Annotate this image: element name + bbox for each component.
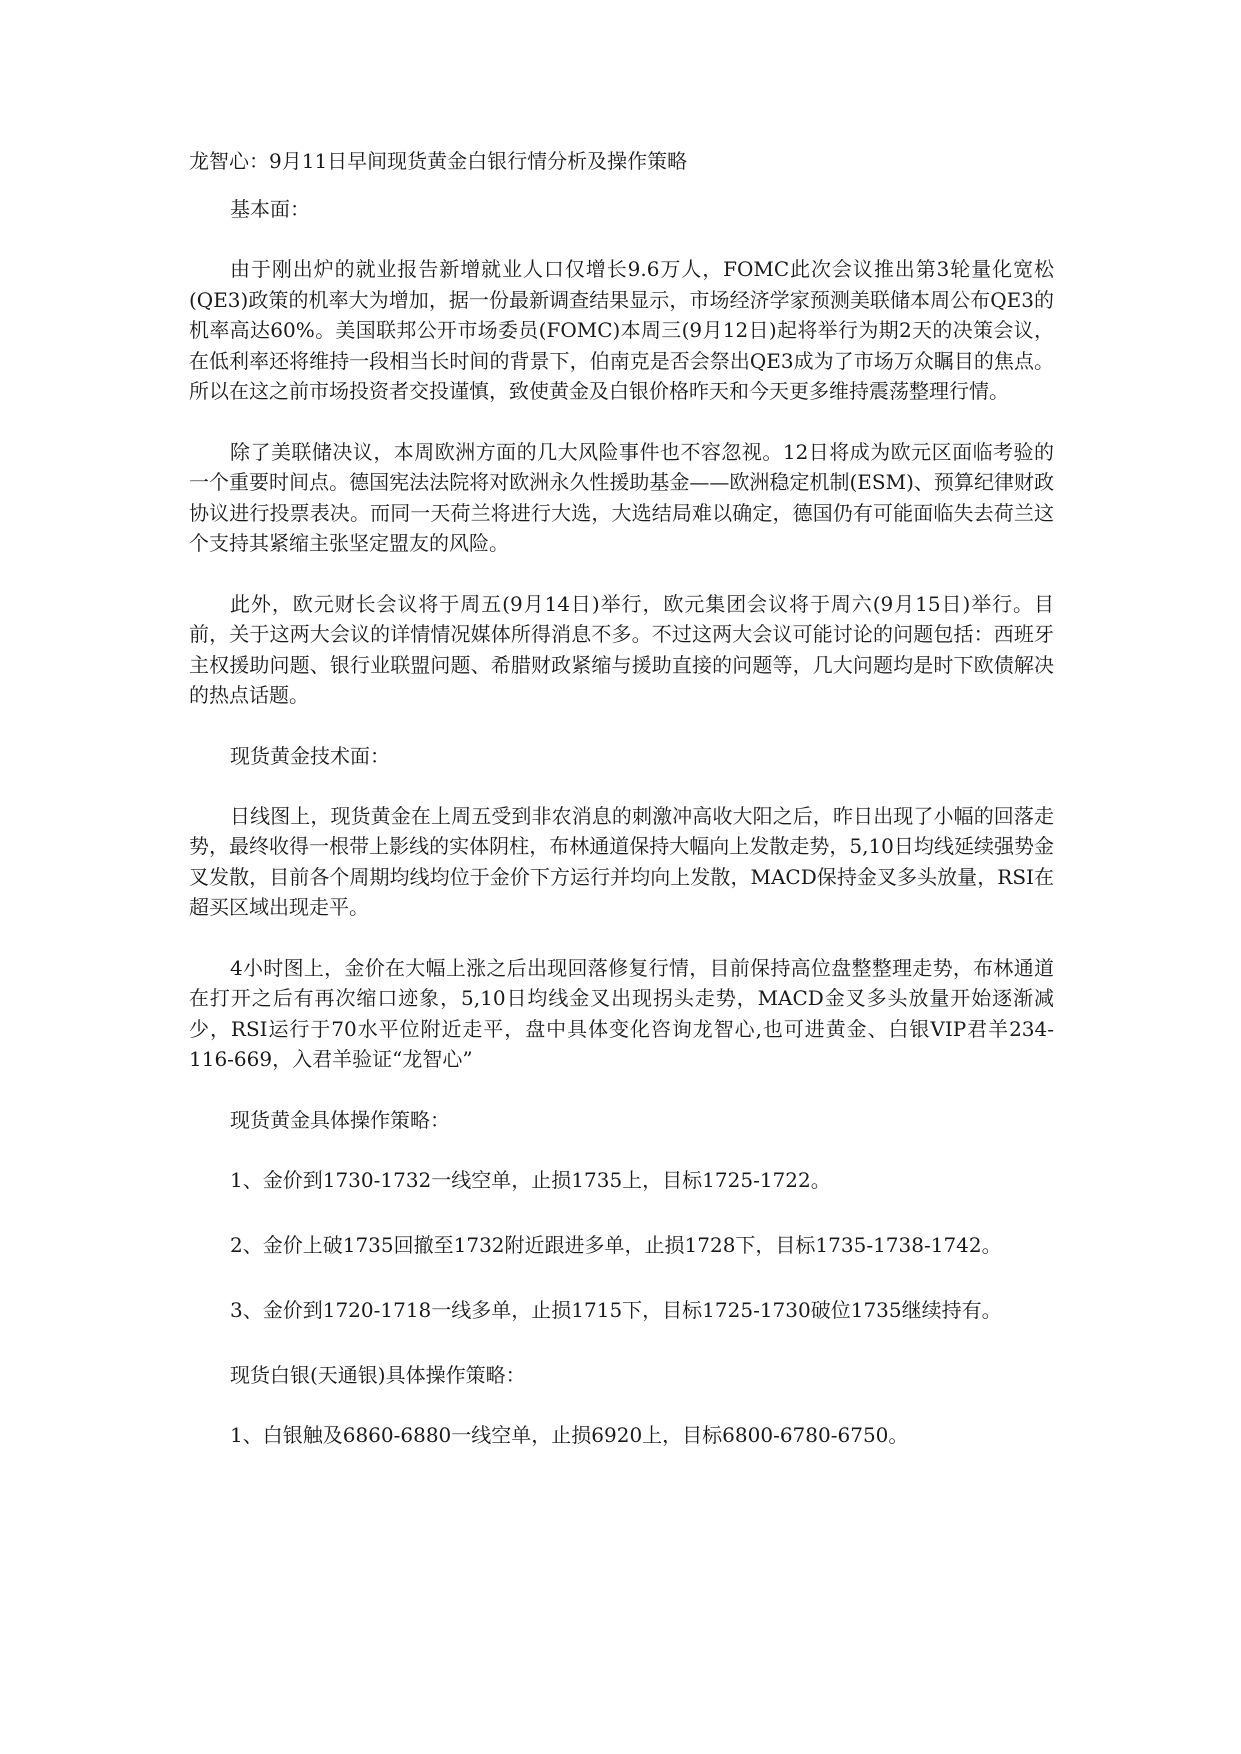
silver-strategy-item: 1、白银触及6860-6880一线空单，止损6920上，目标6800-6780-6750。 (230, 1422, 909, 1447)
gold-strategy-item: 2、金价上破1735回撤至1732附近跟进多单，止损1728下，目标1735-1738-1742。 (230, 1232, 1002, 1257)
fundamentals-paragraph-2: 除了美联储决议，本周欧洲方面的几大风险事件也不容忽视。12日将成为欧元区面临考验的一个重要时间点。德国宪法法院将对欧洲永久性援助基金——欧洲稳定机制(ESM)、预算纪律财政协议进行投票表决。而同一天荷兰将进行大选，大选结局难以确定，德国仍有可能面临失去荷兰这个支持其紧缩主张坚定盟友的风险。 (189, 439, 1054, 555)
fundamentals-heading: 基本面： (230, 197, 310, 221)
silver-strategy-heading: 现货白银(天通银)具体操作策略： (230, 1362, 526, 1387)
gold-technical-paragraph-1: 日线图上，现货黄金在上周五受到非农消息的刺激冲高收大阳之后，昨日出现了小幅的回落走势，最终收得一根带上影线的实体阴柱，布林通道保持大幅向上发散走势，5,10日均线延续强势金叉发散，目前各个周期均线均位于金价下方运行并均向上发散，MACD保持金叉多头放量，RSI在超买区域出现走平。 (189, 803, 1054, 919)
document-page (189, 146, 1054, 1485)
gold-strategy-item: 1、金价到1730-1732一线空单，止损1735上，目标1725-1722。 (230, 1167, 831, 1192)
fundamentals-paragraph-3: 此外，欧元财长会议将于周五(9月14日)举行，欧元集团会议将于周六(9月15日)举行。目前，关于这两大会议的详情情况媒体所得消息不多。不过这两大会议可能讨论的问题包括：西班牙主权援助问题、银行业联盟问题、希腊财政紧缩与援助直接的问题等，几大问题均是时下欧债解决的热点话题。 (189, 591, 1054, 707)
gold-technical-paragraph-2: 4小时图上，金价在大幅上涨之后出现回落修复行情，目前保持高位盘整整理走势，布林通道在打开之后有再次缩口迹象，5,10日均线金叉出现拐头走势，MACD金叉多头放量开始逐渐减少，RSI运行于70水平位附近走平，盘中具体变化咨询龙智心,也可进黄金、白银VIP君羊234-116-669，入君羊验证“龙智心” (189, 955, 1054, 1071)
fundamentals-paragraph-1: 由于刚出炉的就业报告新增就业人口仅增长9.6万人，FOMC此次会议推出第3轮量化宽松(QE3)政策的机率大为增加，据一份最新调查结果显示，市场经济学家预测美联储本周公布QE3的机率高达60%。美国联邦公开市场委员(FOMC)本周三(9月12日)起将举行为期2天的决策会议，在低利率还将维持一段相当长时间的背景下，伯南克是否会祭出QE3成为了市场万众瞩目的焦点。所以在这之前市场投资者交投谨慎，致使黄金及白银价格昨天和今天更多维持震荡整理行情。 (189, 257, 1054, 403)
document-title: 龙智心：9月11日早间现货黄金白银行情分析及操作策略 (189, 149, 688, 173)
gold-technical-heading: 现货黄金技术面： (230, 743, 390, 768)
gold-strategy-heading: 现货黄金具体操作策略： (230, 1107, 450, 1132)
gold-strategy-item: 3、金价到1720-1718一线多单，止损1715下，目标1725-1730破位1735继续持有。 (230, 1297, 1002, 1322)
